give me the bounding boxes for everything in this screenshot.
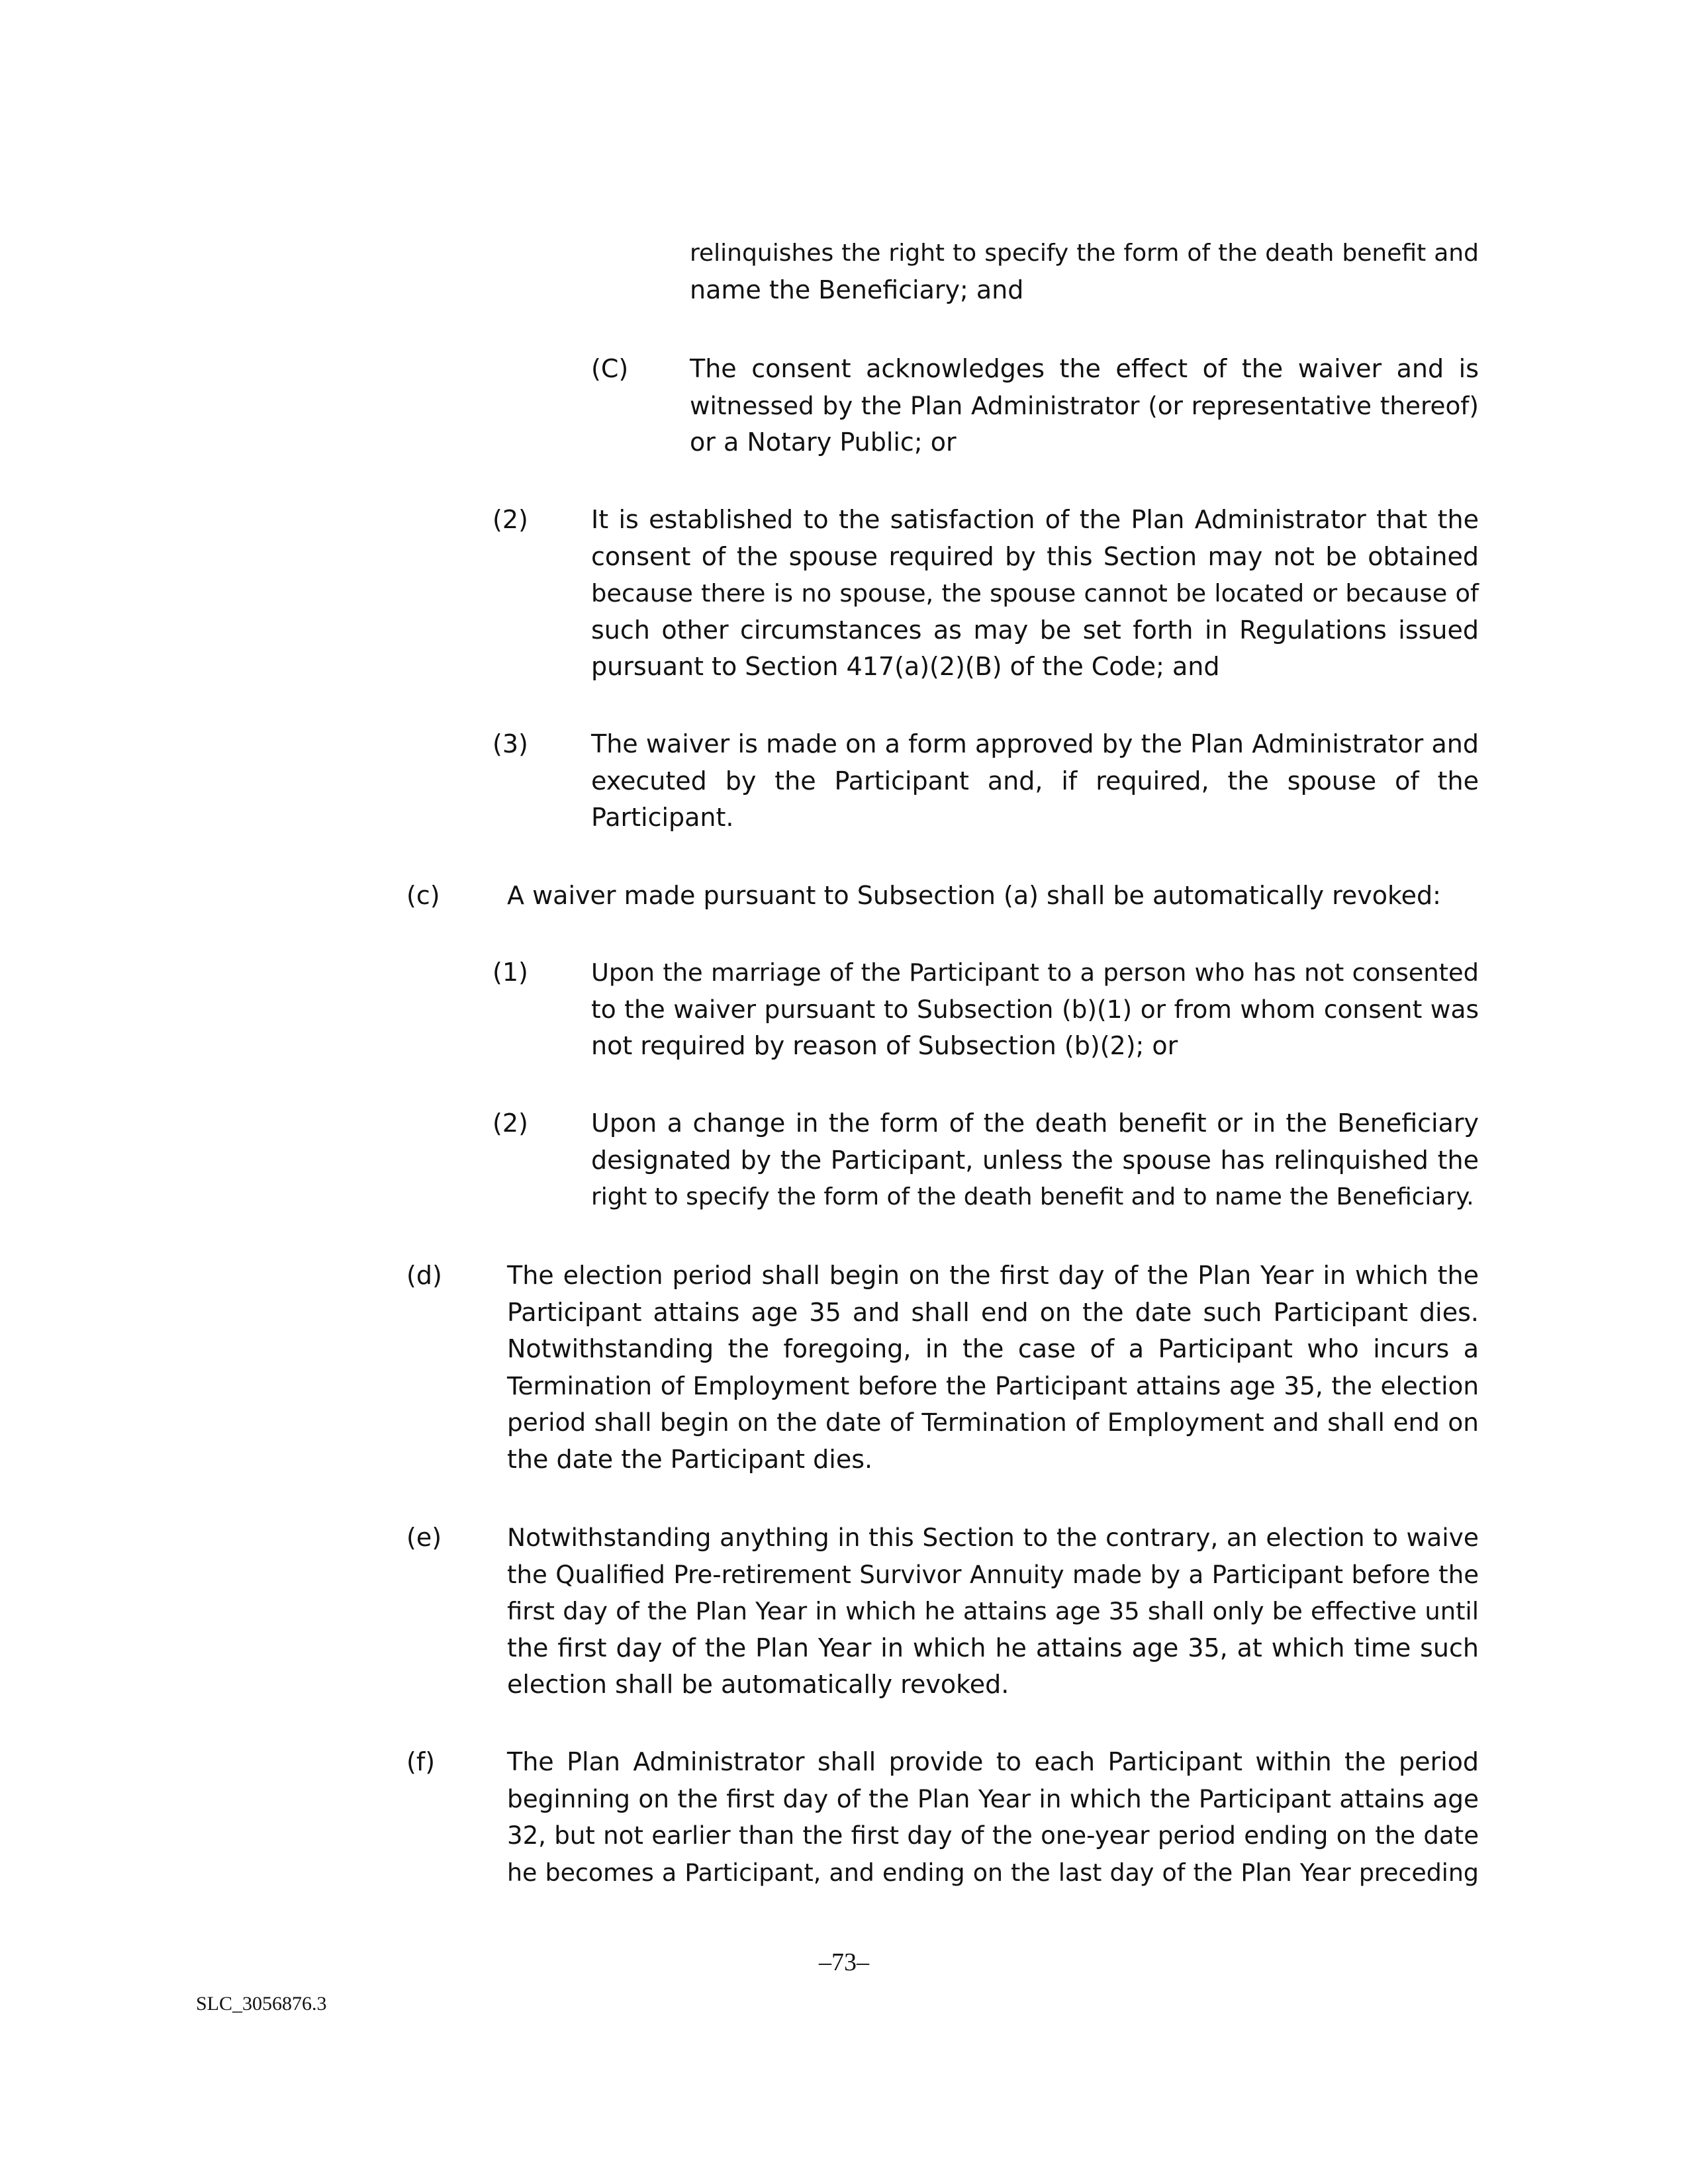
subsection-label-f: (f) <box>406 1747 436 1776</box>
clause-b2-text <box>591 502 1479 686</box>
subsection-label-d: (d) <box>406 1261 442 1290</box>
text-line: right to specify the form of the death benefit and to name the Beneficiary. <box>591 1183 1474 1210</box>
text-line: to the waiver pursuant to Subsection (b)(1) or from whom consent was <box>591 994 1479 1024</box>
text-line: The consent acknowledges the effect of the waiver and is <box>690 354 1479 383</box>
text-line: Participant. <box>591 803 734 832</box>
clause-C-text <box>690 351 1479 461</box>
text-line: Termination of Employment before the Participant attains age 35, the election <box>507 1371 1479 1400</box>
text-line: not required by reason of Subsection (b)(2); or <box>591 1031 1178 1060</box>
clause-c1-text <box>591 954 1479 1065</box>
clause-b3-text <box>591 726 1479 837</box>
text-line: such other circumstances as may be set forth in Regulations issued <box>591 615 1479 645</box>
continuation-text <box>690 235 1479 308</box>
clause-label-b3: (3) <box>492 729 528 758</box>
clause-label-C: (C) <box>591 354 629 383</box>
text-line: It is established to the satisfaction of the Plan Administrator that the <box>591 505 1479 534</box>
text-line: The election period shall begin on the first day of the Plan Year in which the <box>507 1261 1479 1290</box>
text-line: Upon the marriage of the Participant to a person who has not consented <box>591 958 1479 987</box>
text-line: The Plan Administrator shall provide to each Participant within the period <box>507 1747 1479 1776</box>
text-line: election shall be automatically revoked. <box>507 1670 1009 1699</box>
text-line: or a Notary Public; or <box>690 428 957 457</box>
text-line: executed by the Participant and, if required, the spouse of the <box>591 766 1479 796</box>
text-line: beginning on the first day of the Plan Year in which the Participant attains age <box>507 1784 1479 1813</box>
document-id: SLC_3056876.3 <box>196 1993 327 2015</box>
subsection-c-text <box>507 878 1479 915</box>
text-line: Participant attains age 35 and shall end on the date such Participant dies. <box>507 1297 1479 1327</box>
text-line: period shall begin on the date of Termination of Employment and shall end on <box>507 1408 1479 1437</box>
text-line: consent of the spouse required by this Section may not be obtained <box>591 541 1479 571</box>
text-line: Notwithstanding anything in this Section to the contrary, an election to waive <box>507 1523 1479 1552</box>
clause-label-c1: (1) <box>492 958 528 987</box>
clause-c2-text <box>591 1105 1479 1216</box>
text-line: witnessed by the Plan Administrator (or representative thereof) <box>690 390 1479 420</box>
text-line: the Qualified Pre-retirement Survivor Annuity made by a Participant before the <box>507 1560 1479 1589</box>
text-line: name the Beneficiary; and <box>690 275 1024 304</box>
text-line: The waiver is made on a form approved by the Plan Administrator and <box>591 729 1479 758</box>
text-line: Upon a change in the form of the death benefit or in the Beneficiary <box>591 1109 1479 1138</box>
text-line: he becomes a Participant, and ending on the last day of the Plan Year preceding <box>507 1858 1479 1887</box>
text-line: 32, but not earlier than the first day of the one-year period ending on the date <box>507 1821 1479 1850</box>
text-line: the first day of the Plan Year in which he attains age 35, at which time such <box>507 1633 1479 1662</box>
text-line: because there is no spouse, the spouse cannot be located or because of <box>591 579 1479 608</box>
text-line: relinquishes the right to specify the form of the death benefit and <box>690 240 1479 267</box>
page-number: –73– <box>819 1948 869 1976</box>
clause-label-c2: (2) <box>492 1109 528 1138</box>
subsection-d-text <box>507 1257 1479 1478</box>
subsection-f-text <box>507 1744 1479 1891</box>
text-line: designated by the Participant, unless the spouse has relinquished the <box>591 1145 1479 1175</box>
text-line: first day of the Plan Year in which he attains age 35 shall only be effective until <box>507 1597 1479 1625</box>
text-line: the date the Participant dies. <box>507 1444 873 1474</box>
subsection-label-e: (e) <box>406 1523 442 1552</box>
text-line: pursuant to Section 417(a)(2)(B) of the Code; and <box>591 652 1220 681</box>
subsection-label-c: (c) <box>406 881 440 910</box>
clause-label-b2: (2) <box>492 505 528 534</box>
text-line: A waiver made pursuant to Subsection (a) shall be automatically revoked: <box>507 881 1441 910</box>
text-line: Notwithstanding the foregoing, in the case of a Participant who incurs a <box>507 1334 1479 1363</box>
subsection-e-text <box>507 1520 1479 1704</box>
